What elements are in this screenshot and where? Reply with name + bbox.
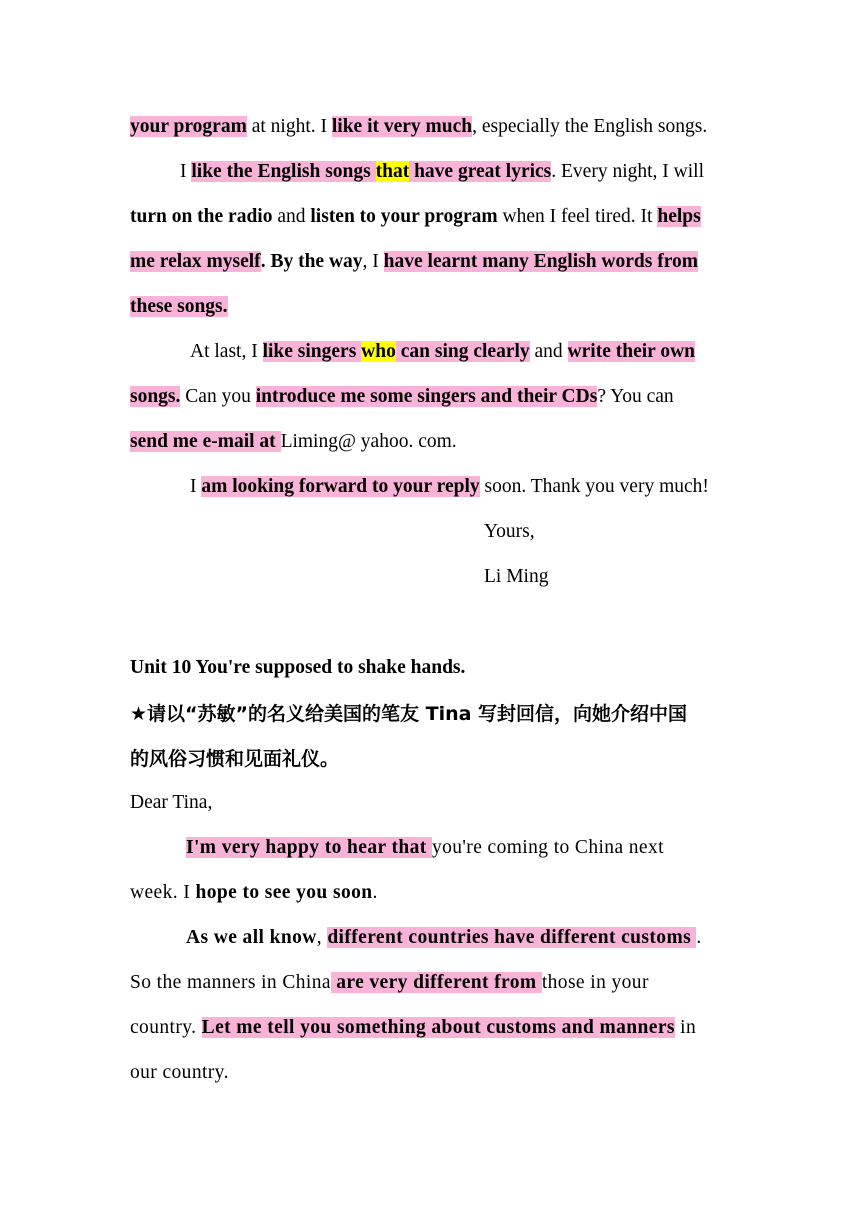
text-run: , I <box>362 251 384 272</box>
letter2-line-3 <box>186 925 702 951</box>
highlight-relative-pronoun: who <box>361 341 396 362</box>
highlight-phrase: different countries have different customs <box>327 927 697 948</box>
bold-phrase: hope to see you soon <box>195 882 373 903</box>
signature-name: Li Ming <box>484 566 549 587</box>
salutation-text: Dear Tina, <box>130 792 213 813</box>
highlight-phrase: send me e-mail at <box>130 431 281 452</box>
highlight-phrase: introduce me some singers and their CDs <box>255 386 598 407</box>
letter-line-6 <box>190 339 695 365</box>
letter-line-2 <box>180 159 704 185</box>
highlight-phrase: songs. <box>130 386 181 407</box>
letter2-line-2 <box>130 880 378 906</box>
bold-phrase: . By the way <box>260 251 363 272</box>
letter-line-1 <box>130 114 707 140</box>
text-run: I <box>190 476 202 497</box>
highlight-phrase: like it very much <box>331 116 473 137</box>
text-run: So the manners in China <box>130 972 331 993</box>
text-run: , <box>316 927 328 948</box>
highlight-phrase: write their own <box>567 341 695 362</box>
unit-heading <box>130 655 465 681</box>
highlight-phrase: are very different from <box>330 972 542 993</box>
text-run: you're coming to China next <box>431 837 664 858</box>
letter2-line-6 <box>130 1060 229 1086</box>
text-run: week. I <box>130 882 196 903</box>
highlight-phrase: these songs. <box>130 296 228 317</box>
text-run: Can you <box>180 386 256 407</box>
text-run: . <box>372 882 378 903</box>
text-run: soon. Thank you very much! <box>479 476 709 497</box>
letter2-line-5 <box>130 1015 696 1041</box>
bold-phrase: As we all know <box>186 927 317 948</box>
text-run: our country. <box>130 1062 229 1083</box>
text-run: in <box>674 1017 697 1038</box>
highlight-phrase: helps <box>657 206 701 227</box>
letter-salutation <box>130 790 212 816</box>
letter-signature <box>484 564 548 590</box>
task-text: 的风俗习惯和见面礼仪。 <box>130 748 340 770</box>
highlight-phrase: like the English songs <box>191 161 376 182</box>
highlight-phrase: I'm very happy to hear that <box>186 837 432 858</box>
text-run: and <box>272 206 311 227</box>
letter-closing <box>484 519 535 545</box>
task-instruction-line-2 <box>130 746 339 772</box>
highlight-phrase: Let me tell you something about customs and manners <box>201 1017 675 1038</box>
highlight-phrase: like singers <box>262 341 362 362</box>
bold-phrase: listen to your program <box>310 206 498 227</box>
highlight-phrase: am looking forward to your reply <box>201 476 480 497</box>
email-address: Liming@ yahoo. com. <box>280 431 457 452</box>
highlight-phrase: your program <box>130 116 247 137</box>
unit-title: Unit 10 You're supposed to shake hands. <box>130 657 466 678</box>
text-run: At last, I <box>190 341 263 362</box>
text-run: at night. I <box>246 116 332 137</box>
closing-text: Yours, <box>484 521 535 542</box>
text-run: . <box>696 927 702 948</box>
highlight-relative-pronoun: that <box>375 161 410 182</box>
letter-line-3 <box>130 204 701 230</box>
text-run: I <box>180 161 192 182</box>
text-run: when I feel tired. It <box>497 206 658 227</box>
bold-phrase: turn on the radio <box>130 206 273 227</box>
letter-line-8 <box>130 429 457 455</box>
letter-line-7 <box>130 384 674 410</box>
text-run: ? You can <box>597 386 674 407</box>
text-run: those in your <box>541 972 649 993</box>
highlight-phrase: have great lyrics <box>409 161 552 182</box>
task-instruction-line-1 <box>130 701 687 727</box>
highlight-phrase: can sing clearly <box>395 341 530 362</box>
task-text: ★请以“苏敏”的名义给美国的笔友 Tina 写封回信，向她介绍中国 <box>130 703 688 725</box>
letter-line-4 <box>130 249 698 275</box>
letter2-line-1 <box>186 835 664 861</box>
text-run: , especially the English songs. <box>472 116 708 137</box>
letter-line-9 <box>190 474 709 500</box>
text-run: and <box>529 341 568 362</box>
letter2-line-4 <box>130 970 649 996</box>
highlight-phrase: have learnt many English words from <box>383 251 699 272</box>
text-run: country. <box>130 1017 202 1038</box>
text-run: . Every night, I will <box>551 161 704 182</box>
highlight-phrase: me relax myself <box>130 251 261 272</box>
letter-line-5 <box>130 294 228 320</box>
